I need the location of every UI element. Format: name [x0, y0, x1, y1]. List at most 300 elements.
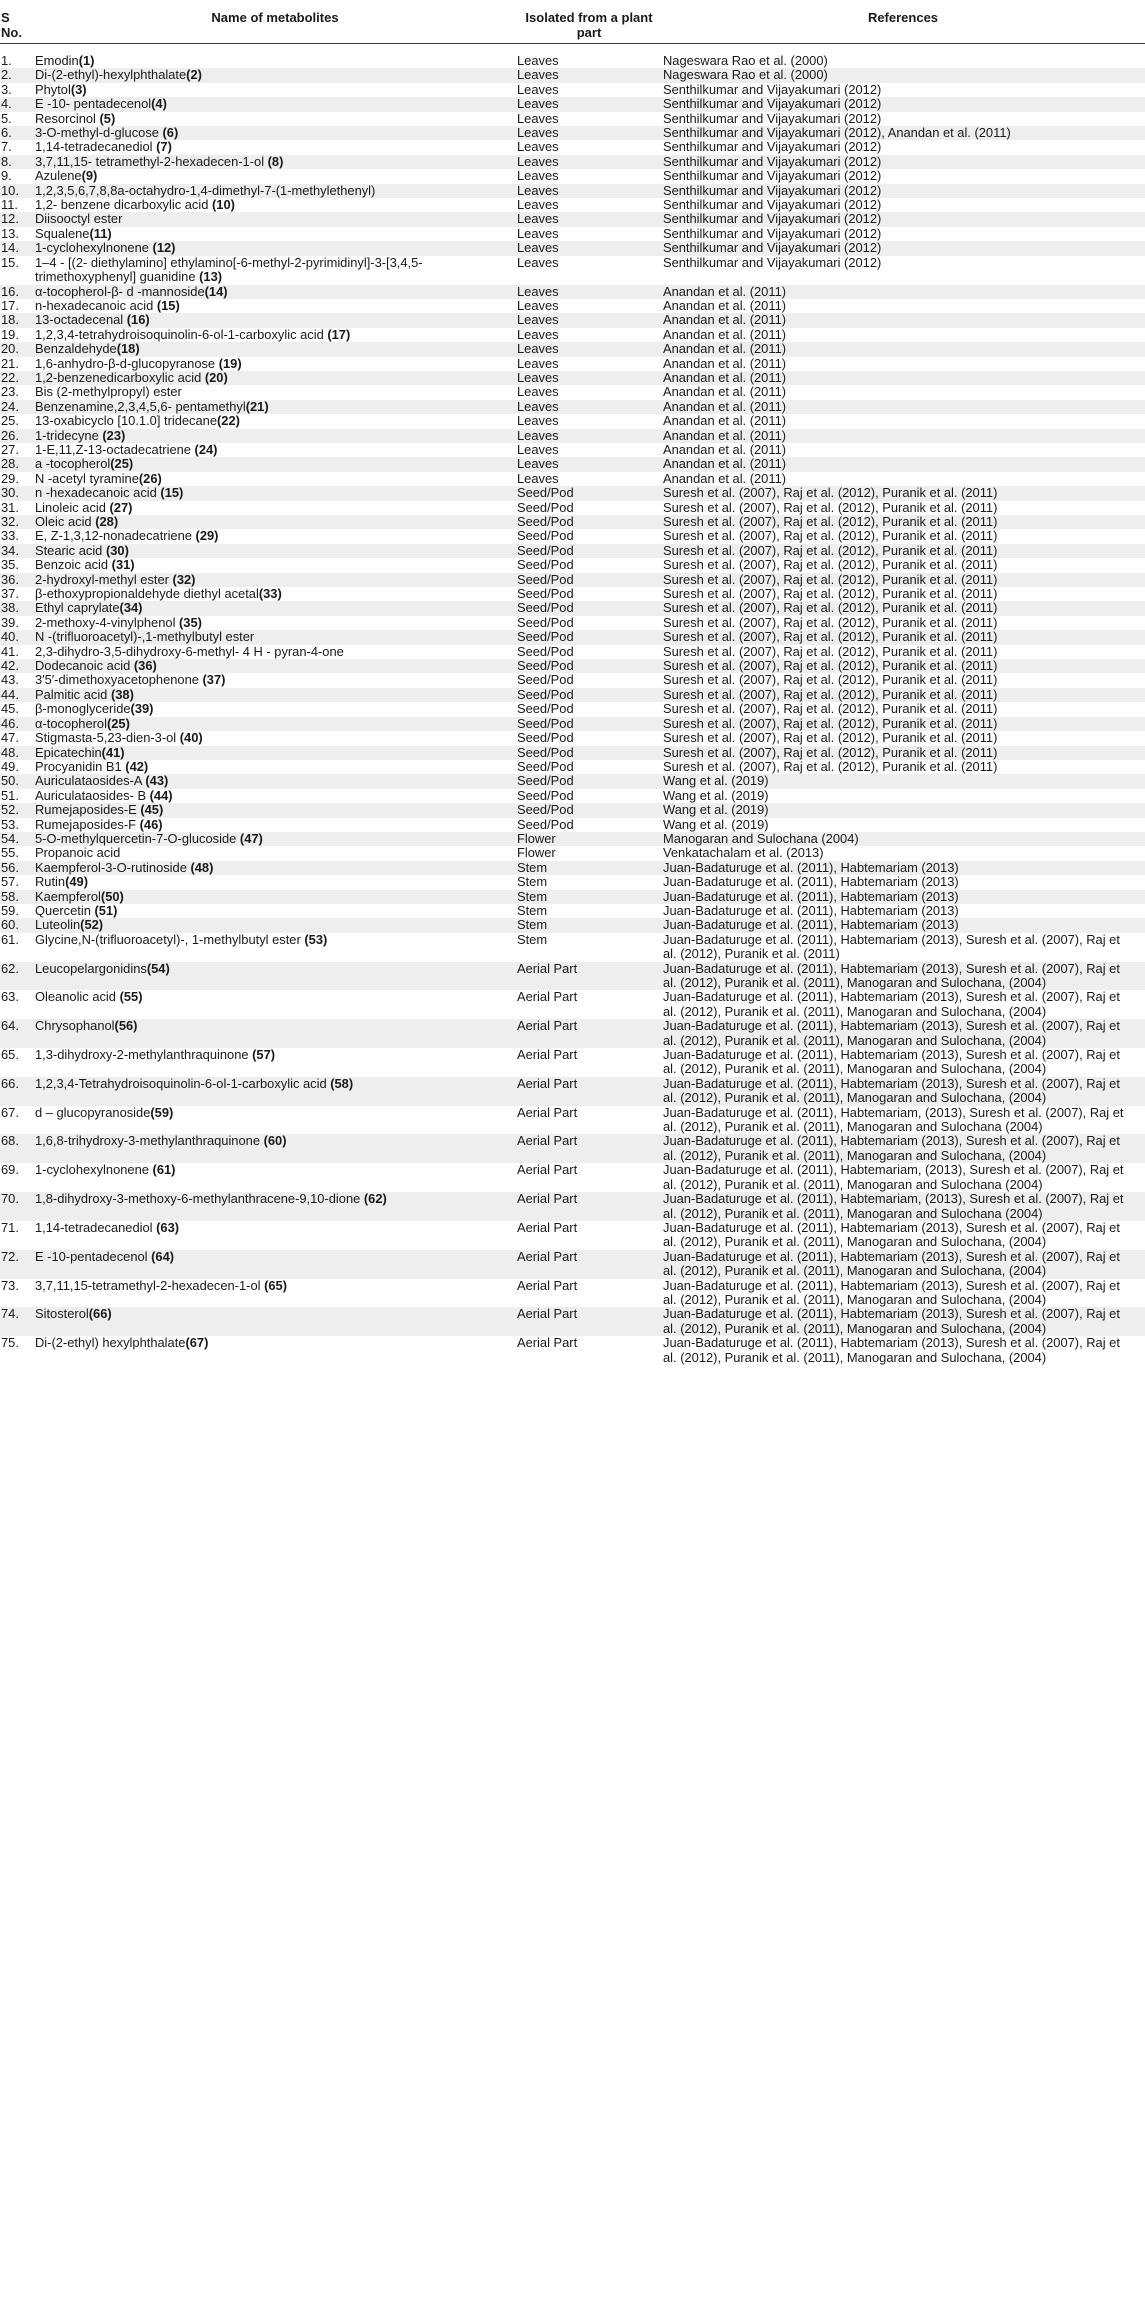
- plant-part-cell: Stem: [517, 918, 663, 932]
- metabolite-name-cell: [35, 357, 517, 371]
- references-cell: Anandan et al. (2011): [663, 297, 787, 313]
- plant-part-cell: Seed/Pod: [517, 659, 663, 673]
- table-row: [0, 486, 1145, 500]
- compound-number: (45): [140, 802, 164, 818]
- compound-number: (15): [156, 297, 180, 313]
- compound-number: (5): [99, 110, 116, 126]
- plant-part-cell: Leaves: [517, 326, 559, 342]
- metabolite-name-cell: [35, 328, 517, 342]
- plant-part-cell: Leaves: [517, 81, 559, 97]
- metabolite-name-cell: [35, 501, 517, 515]
- table-row: [0, 342, 1145, 356]
- compound-number: (29): [195, 528, 219, 544]
- references-cell: Suresh et al. (2007), Raj et al. (2012), Puranik et al. (2011): [663, 630, 1145, 644]
- metabolite-name-cell: [35, 1106, 517, 1135]
- serial-number-cell: 37.: [1, 586, 19, 602]
- metabolite-name-cell: [35, 212, 517, 226]
- compound-number: (52): [80, 917, 104, 933]
- serial-number-cell: 7.: [1, 139, 12, 155]
- table-row: [0, 1279, 1145, 1308]
- table-row: [0, 616, 1145, 630]
- references-cell: Suresh et al. (2007), Raj et al. (2012), Puranik et al. (2011): [663, 717, 1145, 731]
- serial-number-cell: 41.: [1, 643, 19, 659]
- plant-part-cell: Seed/Pod: [517, 544, 663, 558]
- serial-number-cell: 70.: [0, 1192, 35, 1221]
- metabolite-name: α-tocopherol: [35, 715, 107, 731]
- compound-number: (34): [119, 600, 143, 616]
- plant-part-cell: Leaves: [517, 441, 559, 457]
- references-cell: Wang et al. (2019): [663, 803, 1145, 817]
- metabolite-name-cell: [35, 443, 517, 457]
- serial-number-cell: 65.: [1, 1047, 19, 1063]
- compound-number: (13): [199, 269, 223, 285]
- plant-part-cell: Seed/Pod: [517, 758, 574, 774]
- plant-part-cell: Flower: [517, 832, 663, 846]
- metabolite-name: Phytol: [35, 81, 71, 97]
- references-cell: Senthilkumar and Vijayakumari (2012): [663, 81, 882, 97]
- metabolite-name-cell: [35, 630, 517, 644]
- metabolite-name: Oleanolic acid: [35, 989, 120, 1005]
- compound-number: (10): [212, 197, 235, 213]
- serial-number-cell: 49.: [1, 758, 19, 774]
- references-cell: Suresh et al. (2007), Raj et al. (2012), Puranik et al. (2011): [663, 544, 1145, 558]
- metabolite-name: n -hexadecanoic acid: [35, 485, 161, 501]
- serial-number-cell: 1.: [1, 53, 12, 68]
- metabolite-name: Rumejaposides-F: [35, 816, 140, 832]
- metabolite-name: Epicatechin: [35, 744, 102, 760]
- serial-number-cell: 39.: [1, 614, 19, 630]
- metabolite-name-cell: [35, 990, 517, 1019]
- serial-number-cell: 52.: [0, 803, 35, 817]
- references-cell: Anandan et al. (2011): [663, 384, 787, 400]
- compound-number: (7): [156, 139, 172, 155]
- metabolite-name-cell: [35, 832, 517, 846]
- compound-number: (50): [100, 888, 124, 904]
- metabolite-name: Propanoic acid: [35, 845, 121, 861]
- serial-number-cell: 35.: [1, 557, 19, 573]
- plant-part-cell: Flower: [517, 845, 556, 861]
- metabolite-name: 5-O-methylquercetin-7-O-glucoside: [35, 830, 240, 846]
- table-row: [0, 702, 1145, 716]
- metabolite-name-cell: [35, 112, 517, 126]
- table-row: [0, 774, 1145, 788]
- header-row: [0, 0, 1145, 44]
- metabolite-name-cell: [35, 241, 517, 255]
- metabolite-name-cell: [35, 818, 517, 832]
- metabolite-name: d – glucopyranoside: [35, 1104, 151, 1120]
- metabolite-name: Bis (2-methylpropyl) ester: [35, 384, 182, 400]
- references-cell: Juan-Badaturuge et al. (2011), Habtemariam, (2013), Suresh et al. (2007), Raj et al. (2012), Puranik et al. (2011), Manogaran and Sulochana (2004): [663, 1104, 1124, 1135]
- plant-part-cell: Leaves: [517, 400, 663, 414]
- metabolite-name: 1-cyclohexylnonene: [35, 1162, 153, 1178]
- plant-part-cell: Leaves: [517, 110, 559, 126]
- serial-number-cell: 71.: [1, 1219, 19, 1235]
- compound-number: (15): [160, 485, 184, 501]
- table-row: [0, 933, 1145, 962]
- header-plant-part: Isolated from a plant part: [517, 0, 663, 44]
- metabolite-name-cell: [35, 601, 517, 615]
- metabolite-name: 3,7,11,15- tetramethyl-2-hexadecen-1-ol: [35, 153, 268, 169]
- metabolite-name: 1,2- benzene dicarboxylic acid: [35, 197, 212, 213]
- compound-number: (51): [94, 902, 118, 918]
- table-row: [0, 558, 1145, 572]
- metabolite-name: Benzenamine,2,3,4,5,6- pentamethyl: [35, 398, 246, 414]
- plant-part-cell: Seed/Pod: [517, 787, 574, 803]
- compound-number: (41): [101, 744, 125, 760]
- metabolite-name: Diisooctyl ester: [35, 211, 123, 227]
- table-row: [0, 962, 1145, 991]
- metabolite-name: Glycine,N-(trifluoroacetyl)-, 1-methylbutyl ester: [35, 931, 305, 947]
- plant-part-cell: Leaves: [517, 371, 663, 385]
- compound-number: (35): [179, 614, 202, 630]
- references-cell: Anandan et al. (2011): [663, 457, 1145, 471]
- metabolite-name-cell: [35, 126, 517, 140]
- table-row: [0, 155, 1145, 169]
- references-cell: Juan-Badaturuge et al. (2011), Habtemariam (2013), Suresh et al. (2007), Raj et al. (2012), Puranik et al. (2011), Manogaran and Sulochana, (2004): [663, 989, 1120, 1019]
- compound-number: (8): [267, 153, 284, 169]
- compound-number: (16): [126, 312, 150, 328]
- metabolite-name-cell: [35, 385, 517, 399]
- references-cell: Senthilkumar and Vijayakumari (2012): [663, 241, 1145, 255]
- metabolite-name-cell: [35, 1048, 517, 1077]
- metabolite-name-cell: [35, 1336, 517, 1365]
- plant-part-cell: Leaves: [517, 97, 663, 111]
- serial-number-cell: 62.: [0, 962, 35, 991]
- compound-number: (55): [119, 989, 143, 1005]
- metabolite-name: 2-hydroxyl-methyl ester: [35, 571, 173, 587]
- serial-number-cell: 43.: [1, 672, 19, 688]
- metabolite-name: 1,14-tetradecanediol: [35, 139, 157, 155]
- plant-part-cell: Aerial Part: [517, 1162, 578, 1178]
- compound-number: (11): [89, 225, 112, 241]
- table-row: [0, 1019, 1145, 1048]
- references-cell: Juan-Badaturuge et al. (2011), Habtemariam (2013), Suresh et al. (2007), Raj et al. (2012), Puranik et al. (2011), Manogaran and Sulochana, (2004): [663, 1019, 1145, 1048]
- plant-part-cell: Aerial Part: [517, 1077, 663, 1106]
- header-serial-number: S No.: [0, 0, 35, 44]
- metabolite-name-cell: [35, 227, 517, 241]
- plant-part-cell: Leaves: [517, 384, 559, 400]
- metabolite-name-cell: [35, 44, 517, 69]
- references-cell: Manogaran and Sulochana (2004): [663, 832, 1145, 846]
- metabolite-name: 3-O-methyl-d-glucose: [35, 125, 163, 141]
- compound-number: (65): [264, 1277, 287, 1293]
- table-row: [0, 818, 1145, 832]
- references-cell: Juan-Badaturuge et al. (2011), Habtemariam (2013), Suresh et al. (2007), Raj et al. (2012), Puranik et al. (2011), Manogaran and Sulochana, (2004): [663, 1047, 1120, 1077]
- metabolite-name: 1,2,3,4-Tetrahydroisoquinolin-6-ol-1-carboxylic acid: [35, 1075, 331, 1091]
- serial-number-cell: 53.: [1, 816, 19, 832]
- table-row: [0, 68, 1145, 82]
- metabolite-name-cell: [35, 673, 517, 687]
- metabolite-name-cell: [35, 702, 517, 716]
- compound-number: (6): [162, 125, 179, 141]
- metabolite-name: Rutin: [35, 874, 66, 890]
- serial-number-cell: 67.: [1, 1104, 19, 1120]
- metabolite-name: Palmitic acid: [35, 686, 111, 702]
- serial-number-cell: 31.: [1, 499, 19, 515]
- references-cell: Senthilkumar and Vijayakumari (2012): [663, 197, 882, 213]
- table-row: [0, 760, 1145, 774]
- plant-part-cell: Stem: [517, 902, 548, 918]
- plant-part-cell: Leaves: [517, 413, 559, 429]
- references-cell: Juan-Badaturuge et al. (2011), Habtemariam (2013), Suresh et al. (2007), Raj et al. (2012), Puranik et al. (2011), Manogaran and Sulochana, (2004): [663, 1219, 1120, 1250]
- metabolite-name-cell: [35, 371, 517, 385]
- references-cell: Anandan et al. (2011): [663, 355, 787, 371]
- references-cell: Senthilkumar and Vijayakumari (2012): [663, 184, 1145, 198]
- references-cell: Suresh et al. (2007), Raj et al. (2012), Puranik et al. (2011): [663, 499, 998, 515]
- serial-number-cell: 23.: [1, 384, 19, 400]
- table-row: [0, 285, 1145, 299]
- compound-number: (27): [109, 499, 133, 515]
- compound-number: (9): [81, 168, 98, 184]
- serial-number-cell: 46.: [0, 717, 35, 731]
- metabolite-name-cell: [35, 717, 517, 731]
- metabolite-name-cell: [35, 472, 517, 486]
- compound-number: (54): [146, 960, 170, 976]
- table-row: [0, 803, 1145, 817]
- metabolite-name: β-monoglyceride: [35, 701, 131, 717]
- references-cell: Senthilkumar and Vijayakumari (2012): [663, 155, 1145, 169]
- metabolite-name: 1,2,3,5,6,7,8,8a-octahydro-1,4-dimethyl-7-(1-methylethenyl): [35, 182, 376, 198]
- plant-part-cell: Aerial Part: [517, 962, 663, 991]
- metabolite-name-cell: [35, 155, 517, 169]
- table-row: [0, 1250, 1145, 1279]
- plant-part-cell: Seed/Pod: [517, 515, 663, 529]
- table-row: [0, 515, 1145, 529]
- metabolite-name-cell: [35, 933, 517, 962]
- references-cell: Suresh et al. (2007), Raj et al. (2012), Puranik et al. (2011): [663, 557, 998, 573]
- serial-number-cell: 45.: [1, 701, 19, 717]
- compound-number: (37): [202, 672, 226, 688]
- metabolite-name: 1,3-dihydroxy-2-methylanthraquinone: [35, 1047, 253, 1063]
- references-cell: Juan-Badaturuge et al. (2011), Habtemariam (2013): [663, 874, 959, 890]
- plant-part-cell: Leaves: [517, 254, 559, 270]
- metabolite-name: Kaempferol: [35, 888, 101, 904]
- metabolite-name-cell: [35, 299, 517, 313]
- references-cell: Suresh et al. (2007), Raj et al. (2012), Puranik et al. (2011): [663, 659, 1145, 673]
- plant-part-cell: Aerial Part: [517, 1192, 663, 1221]
- compound-number: (2): [186, 67, 202, 83]
- serial-number-cell: 34.: [0, 544, 35, 558]
- plant-part-cell: Seed/Pod: [517, 746, 663, 760]
- compound-number: (31): [111, 557, 135, 573]
- table-header: [0, 0, 1145, 44]
- metabolite-name-cell: [35, 169, 517, 183]
- metabolite-name: Ethyl caprylate: [35, 600, 120, 616]
- table-row: [0, 573, 1145, 587]
- serial-number-cell: 13.: [1, 225, 19, 241]
- table-row: [0, 746, 1145, 760]
- plant-part-cell: Leaves: [517, 212, 663, 226]
- references-cell: Suresh et al. (2007), Raj et al. (2012), Puranik et al. (2011): [663, 746, 1145, 760]
- table-row: [0, 472, 1145, 486]
- metabolite-name-cell: [35, 573, 517, 587]
- metabolite-name-cell: [35, 616, 517, 630]
- compound-number: (22): [217, 413, 240, 429]
- table-row: [0, 673, 1145, 687]
- plant-part-cell: Seed/Pod: [517, 688, 663, 702]
- metabolite-name-cell: [35, 97, 517, 111]
- serial-number-cell: 10.: [0, 184, 35, 198]
- table-row: [0, 904, 1145, 918]
- table-row: [0, 126, 1145, 140]
- table-row: [0, 112, 1145, 126]
- compound-number: (58): [330, 1075, 354, 1091]
- references-cell: Juan-Badaturuge et al. (2011), Habtemariam, (2013), Suresh et al. (2007), Raj et al. (2012), Puranik et al. (2011), Manogaran and Sulochana (2004): [663, 1192, 1145, 1221]
- plant-part-cell: Leaves: [517, 297, 559, 313]
- references-cell: Juan-Badaturuge et al. (2011), Habtemariam (2013), Suresh et al. (2007), Raj et al. (2012), Puranik et al. (2011), Manogaran and Sulochana, (2004): [663, 1134, 1145, 1163]
- plant-part-cell: Aerial Part: [517, 1335, 578, 1351]
- plant-part-cell: Seed/Pod: [517, 717, 663, 731]
- metabolite-name: 1-cyclohexylnonene: [35, 240, 153, 256]
- metabolite-name: 1–4 - [(2- diethylamino] ethylamino[-6-methyl-2-pyrimidinyl]-3-[3,4,5- trimethoxyphenyl] guanidine: [35, 254, 423, 285]
- metabolite-name: Rumejaposides-E: [35, 802, 141, 818]
- table-row: [0, 1163, 1145, 1192]
- serial-number-cell: 56.: [0, 861, 35, 875]
- compound-number: (53): [304, 931, 328, 947]
- references-cell: Juan-Badaturuge et al. (2011), Habtemariam (2013), Suresh et al. (2007), Raj et al. (2012), Puranik et al. (2011), Manogaran and Sulochana, (2004): [663, 1277, 1120, 1307]
- references-cell: Anandan et al. (2011): [663, 441, 787, 457]
- compound-number: (49): [65, 874, 89, 890]
- compound-number: (28): [95, 514, 119, 529]
- serial-number-cell: 19.: [1, 326, 19, 342]
- references-cell: Suresh et al. (2007), Raj et al. (2012), Puranik et al. (2011): [663, 515, 1145, 529]
- metabolite-name: Stigmasta-5,23-dien-3-ol: [35, 730, 180, 746]
- plant-part-cell: Aerial Part: [517, 1134, 663, 1163]
- metabolite-name-cell: [35, 890, 517, 904]
- serial-number-cell: 48.: [0, 746, 35, 760]
- metabolite-name: N -(trifluoroacetyl)-,1-methylbutyl ester: [35, 629, 255, 645]
- plant-part-cell: Seed/Pod: [517, 630, 663, 644]
- table-row: [0, 890, 1145, 904]
- plant-part-cell: Leaves: [517, 197, 559, 213]
- compound-number: (25): [110, 456, 134, 472]
- plant-part-cell: Leaves: [517, 184, 663, 198]
- compound-number: (62): [363, 1191, 387, 1207]
- compound-number: (30): [105, 542, 129, 558]
- table-row: [0, 832, 1145, 846]
- table-row: [0, 44, 1145, 69]
- metabolite-name-cell: [35, 1134, 517, 1163]
- serial-number-cell: 32.: [0, 515, 35, 529]
- metabolite-name-cell: [35, 400, 517, 414]
- table-row: [0, 256, 1145, 285]
- plant-part-cell: Aerial Part: [517, 1277, 578, 1293]
- table-row: [0, 241, 1145, 255]
- serial-number-cell: 9.: [1, 168, 12, 184]
- table-row: [0, 587, 1145, 601]
- references-cell: Juan-Badaturuge et al. (2011), Habtemariam (2013): [663, 890, 1145, 904]
- plant-part-cell: Stem: [517, 874, 548, 890]
- metabolite-name-cell: [35, 558, 517, 572]
- serial-number-cell: 8.: [0, 155, 35, 169]
- table-row: [0, 83, 1145, 97]
- metabolite-name-cell: [35, 774, 517, 788]
- table-row: [0, 846, 1145, 860]
- table-row: [0, 789, 1145, 803]
- references-cell: Suresh et al. (2007), Raj et al. (2012), Puranik et al. (2011): [663, 643, 998, 659]
- metabolite-name: 1,6,8-trihydroxy-3-methylanthraquinone: [35, 1133, 264, 1149]
- plant-part-cell: Seed/Pod: [517, 774, 663, 788]
- metabolite-name: E -10-pentadecenol: [35, 1248, 152, 1264]
- table-row: [0, 918, 1145, 932]
- metabolite-name: Benzaldehyde: [35, 341, 117, 357]
- compound-number: (19): [218, 355, 242, 371]
- plant-part-cell: Seed/Pod: [517, 601, 663, 615]
- table-row: [0, 1192, 1145, 1221]
- references-cell: Wang et al. (2019): [663, 816, 769, 832]
- serial-number-cell: 15.: [1, 254, 19, 270]
- metabolite-name: Resorcinol: [35, 110, 100, 126]
- compound-number: (24): [194, 441, 218, 457]
- metabolite-name: 13-oxabicyclo [10.1.0] tridecane: [35, 413, 218, 429]
- metabolite-name: 1-E,11,Z-13-octadecatriene: [35, 441, 195, 457]
- compound-number: (4): [151, 96, 167, 112]
- plant-part-cell: Stem: [517, 931, 548, 947]
- serial-number-cell: 74.: [0, 1307, 35, 1336]
- table-row: [0, 169, 1145, 183]
- metabolite-name-cell: [35, 140, 517, 154]
- table-row: [0, 601, 1145, 615]
- serial-number-cell: 64.: [0, 1019, 35, 1048]
- references-cell: Juan-Badaturuge et al. (2011), Habtemariam, (2013), Suresh et al. (2007), Raj et al. (2012), Puranik et al. (2011), Manogaran and Sulochana (2004): [663, 1162, 1124, 1192]
- references-cell: Anandan et al. (2011): [663, 313, 1145, 327]
- serial-number-cell: 66.: [0, 1077, 35, 1106]
- table-row: [0, 529, 1145, 543]
- references-cell: Anandan et al. (2011): [663, 342, 1145, 356]
- table-row: [0, 457, 1145, 471]
- header-metabolite-name: Name of metabolites: [35, 0, 517, 44]
- table-row: [0, 414, 1145, 428]
- table-row: [0, 357, 1145, 371]
- compound-number: (42): [125, 758, 149, 774]
- serial-number-cell: 59.: [1, 902, 19, 918]
- compound-number: (25): [106, 715, 130, 731]
- serial-number-cell: 18.: [0, 313, 35, 327]
- metabolite-name-cell: [35, 313, 517, 327]
- metabolite-name-cell: [35, 904, 517, 918]
- metabolite-name: Quercetin: [35, 902, 95, 918]
- metabolite-name-cell: [35, 457, 517, 471]
- references-cell: Juan-Badaturuge et al. (2011), Habtemariam (2013): [663, 918, 1145, 932]
- plant-part-cell: Seed/Pod: [517, 816, 574, 832]
- table-row: [0, 1134, 1145, 1163]
- references-cell: Juan-Badaturuge et al. (2011), Habtemariam (2013), Suresh et al. (2007), Raj et al. (2012), Puranik et al. (2011): [663, 931, 1120, 962]
- references-cell: Juan-Badaturuge et al. (2011), Habtemariam (2013), Suresh et al. (2007), Raj et al. (2012), Puranik et al. (2011), Manogaran and Sulochana, (2004): [663, 962, 1145, 991]
- table-row: [0, 645, 1145, 659]
- table-row: [0, 1307, 1145, 1336]
- plant-part-cell: Seed/Pod: [517, 557, 574, 573]
- serial-number-cell: 54.: [0, 832, 35, 846]
- serial-number-cell: 60.: [0, 918, 35, 932]
- compound-number: (40): [179, 730, 203, 746]
- metabolite-name: Linoleic acid: [35, 499, 110, 515]
- compound-number: (32): [172, 571, 196, 587]
- table-row: [0, 1106, 1145, 1135]
- references-cell: Senthilkumar and Vijayakumari (2012): [663, 97, 1145, 111]
- references-cell: Suresh et al. (2007), Raj et al. (2012), Puranik et al. (2011): [663, 614, 998, 630]
- metabolite-name-cell: [35, 486, 517, 500]
- plant-part-cell: Aerial Part: [517, 1250, 663, 1279]
- metabolite-name: 1,8-dihydroxy-3-methoxy-6-methylanthracene-9,10-dione: [35, 1191, 364, 1207]
- table-row: [0, 861, 1145, 875]
- serial-number-cell: 68.: [0, 1134, 35, 1163]
- header-references: References: [663, 0, 1145, 44]
- table-row: [0, 443, 1145, 457]
- table-row: [0, 659, 1145, 673]
- compound-number: (21): [245, 398, 269, 414]
- metabolite-name: 3′5′-dimethoxyacetophenone: [35, 672, 203, 688]
- serial-number-cell: 57.: [1, 874, 19, 890]
